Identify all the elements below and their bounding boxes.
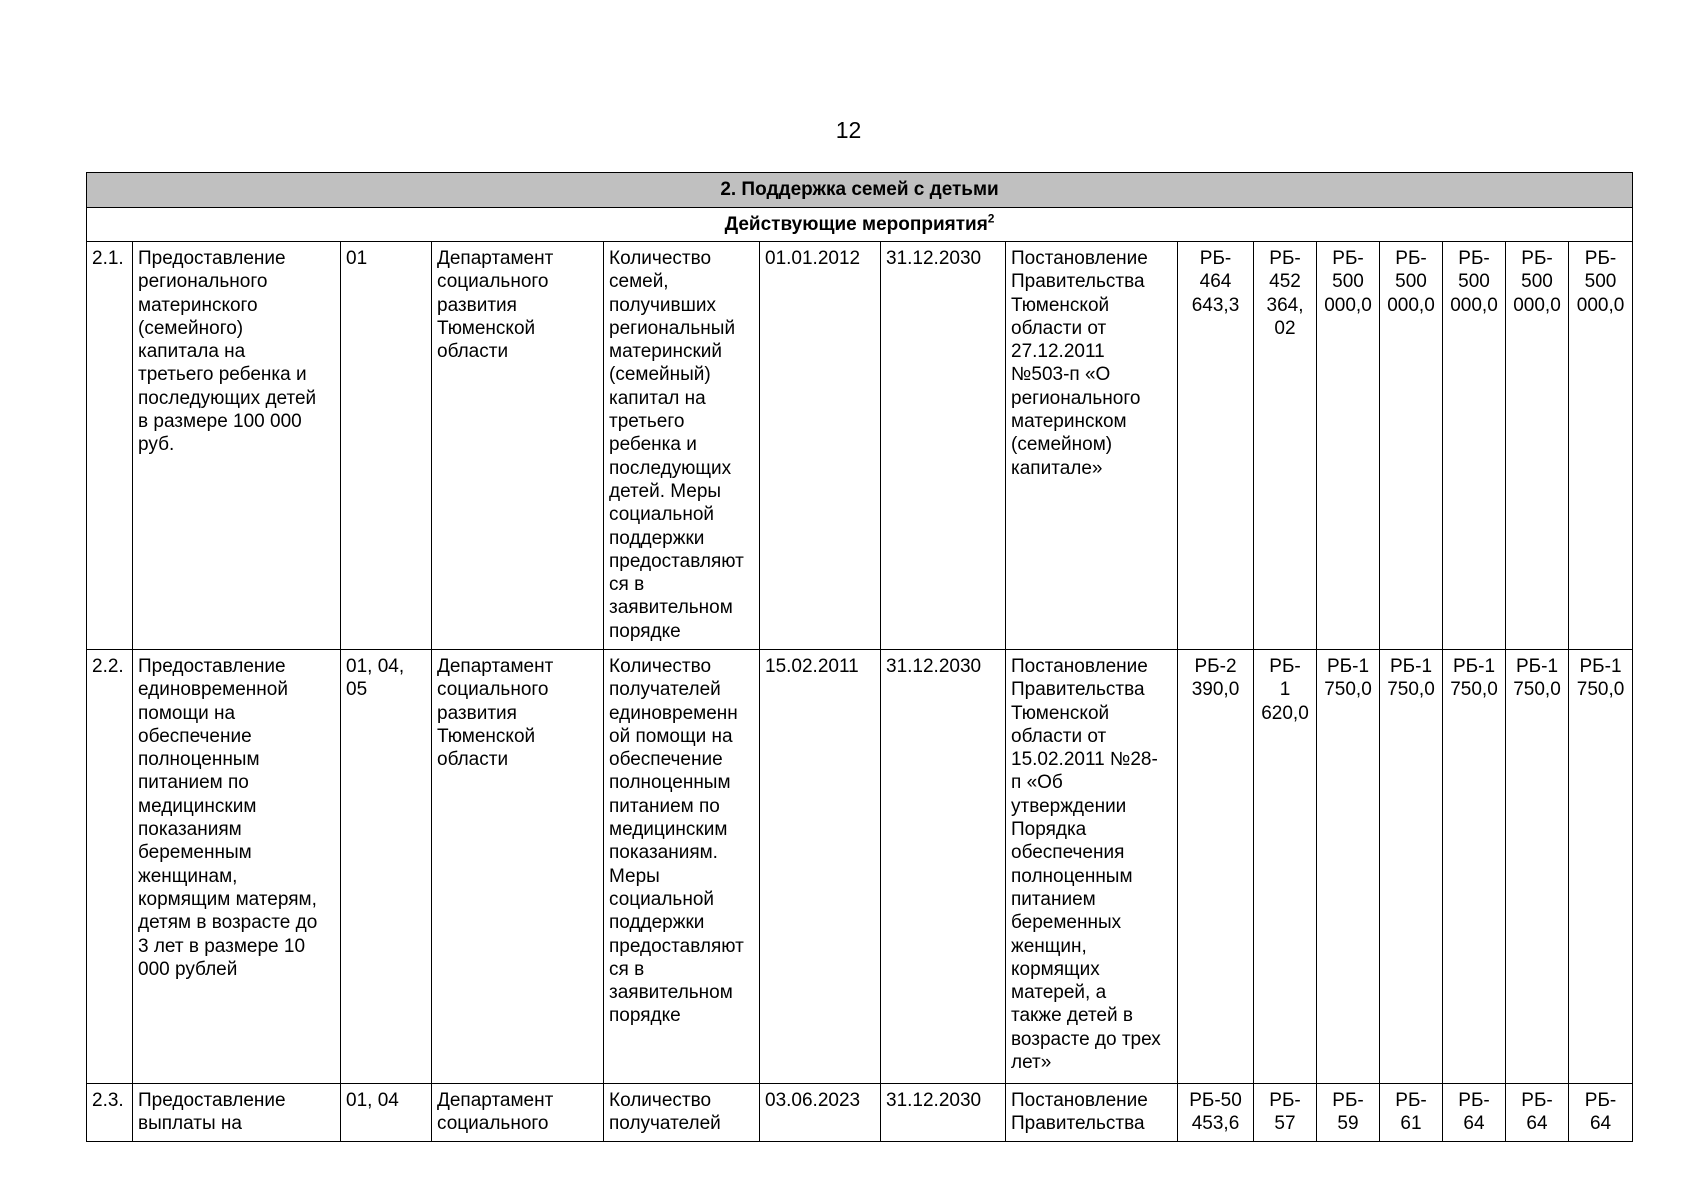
cell-line: 01.01.2012 bbox=[765, 248, 861, 269]
funding-year-4-cell bbox=[1380, 1084, 1443, 1142]
legal-document-cell bbox=[1006, 242, 1178, 650]
cell-line: руб. bbox=[138, 434, 175, 456]
cell-line: выплаты на bbox=[138, 1113, 242, 1135]
start-date-cell bbox=[760, 242, 881, 650]
cell-line: социального bbox=[437, 1113, 549, 1135]
cell-line: Количество bbox=[609, 248, 712, 269]
funding-year-6-cell bbox=[1506, 1084, 1569, 1142]
cell-line: 03.06.2023 bbox=[765, 1090, 861, 1111]
cell-line: 31.12.2030 bbox=[886, 656, 982, 677]
cell-line: третьего bbox=[609, 411, 685, 433]
cell-line: питанием по bbox=[138, 772, 249, 794]
cell-line: женщин, bbox=[1011, 935, 1087, 957]
cell-line: Предоставление bbox=[138, 1090, 286, 1111]
cell-line: Предоставление bbox=[138, 656, 286, 677]
cell-line: РБ- bbox=[1458, 1090, 1490, 1111]
cell-line: (семейный) bbox=[609, 364, 711, 386]
cell-line: 27.12.2011 bbox=[1011, 341, 1105, 363]
cell-line: 15.02.2011 bbox=[765, 656, 859, 677]
funding-year-5-cell bbox=[1443, 242, 1506, 650]
funding-year-6-cell bbox=[1506, 242, 1569, 650]
cell-line: 64 bbox=[1526, 1113, 1548, 1135]
cell-line: 750,0 bbox=[1450, 679, 1498, 701]
cell-line: 01 bbox=[346, 248, 368, 269]
cell-line: детей. Меры bbox=[609, 480, 722, 502]
row-number-cell bbox=[87, 1084, 133, 1142]
cell-line: утверждении bbox=[1011, 795, 1127, 817]
cell-line: предоставляют bbox=[609, 935, 744, 957]
task-code-cell bbox=[341, 650, 432, 1084]
cell-line: получивших bbox=[609, 294, 716, 316]
cell-line: 15.02.2011 №28- bbox=[1011, 749, 1158, 771]
cell-line: 31.12.2030 bbox=[886, 248, 982, 269]
cell-line: кормящим матерям, bbox=[138, 888, 317, 910]
table-row bbox=[87, 1084, 1633, 1142]
table-row bbox=[87, 242, 1633, 650]
cell-line: предоставляют bbox=[609, 550, 744, 572]
funding-year-2-cell bbox=[1254, 242, 1317, 650]
cell-line: РБ-1 bbox=[1452, 656, 1496, 677]
cell-line: Постановление bbox=[1011, 248, 1148, 269]
cell-line: 453,6 bbox=[1191, 1113, 1240, 1135]
cell-line: области bbox=[437, 749, 509, 771]
cell-line: РБ-2 bbox=[1194, 656, 1237, 677]
legal-document-cell bbox=[1006, 650, 1178, 1084]
cell-line: социальной bbox=[609, 504, 715, 526]
cell-line: заявительном bbox=[609, 982, 733, 1004]
funding-year-3-cell bbox=[1317, 1084, 1380, 1142]
cell-line: Тюменской bbox=[437, 317, 536, 339]
cell-line: порядке bbox=[609, 620, 681, 642]
cell-line: 643,3 bbox=[1191, 294, 1240, 316]
cell-line: области от bbox=[1011, 317, 1107, 339]
cell-line: 64 bbox=[1463, 1113, 1485, 1135]
cell-line: поддержки bbox=[609, 527, 705, 549]
indicator-cell bbox=[604, 1084, 760, 1142]
cell-line: помощи на bbox=[138, 702, 236, 724]
cell-line: 000,0 bbox=[1513, 294, 1561, 316]
cell-line: РБ- bbox=[1332, 248, 1364, 269]
cell-line: также детей в bbox=[1011, 1005, 1133, 1027]
cell-line: капитал на bbox=[609, 387, 706, 409]
cell-line: Тюменской bbox=[1011, 702, 1110, 724]
start-date-cell bbox=[760, 1084, 881, 1142]
cell-line: РБ- bbox=[1584, 248, 1617, 269]
funding-year-1-cell bbox=[1178, 650, 1254, 1084]
cell-line: Постановление bbox=[1011, 656, 1148, 677]
cell-line: беременных bbox=[1011, 912, 1122, 934]
cell-line: Тюменской bbox=[1011, 294, 1110, 316]
cell-line: (семейном) bbox=[1011, 434, 1113, 456]
cell-line: 01, 04 bbox=[346, 1090, 399, 1111]
cell-line: показаниям. bbox=[609, 842, 718, 864]
cell-line: 05 bbox=[346, 679, 368, 701]
cell-line: РБ-1 bbox=[1389, 656, 1433, 677]
cell-line: РБ-1 bbox=[1579, 656, 1622, 677]
cell-line: ся в bbox=[609, 958, 645, 980]
measure-name-cell bbox=[133, 242, 341, 650]
cell-line: семей, bbox=[609, 271, 669, 293]
funding-year-4-cell bbox=[1380, 650, 1443, 1084]
cell-line: 750,0 bbox=[1387, 679, 1435, 701]
cell-line: 3 лет в размере 10 bbox=[138, 935, 306, 957]
funding-year-1-cell bbox=[1178, 242, 1254, 650]
cell-line: 750,0 bbox=[1513, 679, 1561, 701]
funding-year-6-cell bbox=[1506, 650, 1569, 1084]
funding-year-7-cell bbox=[1569, 650, 1633, 1084]
executor-cell bbox=[432, 242, 604, 650]
cell-line: Тюменской bbox=[437, 725, 536, 747]
cell-line: п «Об bbox=[1011, 772, 1063, 794]
measure-name-cell bbox=[133, 650, 341, 1084]
cell-line: социальной bbox=[609, 888, 715, 910]
executor-cell bbox=[432, 650, 604, 1084]
cell-line: РБ- bbox=[1199, 248, 1232, 269]
cell-line: Предоставление bbox=[138, 248, 286, 269]
cell-line: материнского bbox=[138, 294, 258, 316]
page-number: 12 bbox=[835, 117, 862, 143]
cell-line: 02 bbox=[1274, 317, 1296, 339]
cell-line: области от bbox=[1011, 725, 1107, 747]
cell-line: 452 bbox=[1269, 271, 1301, 293]
cell-line: Департамент bbox=[437, 656, 554, 677]
cell-line: Департамент bbox=[437, 248, 554, 269]
cell-line: капитале» bbox=[1011, 457, 1103, 479]
table-row bbox=[87, 650, 1633, 1084]
cell-line: кормящих bbox=[1011, 958, 1100, 980]
cell-line: возрасте до трех bbox=[1011, 1028, 1161, 1050]
cell-line: поддержки bbox=[609, 912, 705, 934]
cell-line: беременным bbox=[138, 842, 252, 864]
cell-line: РБ-1 bbox=[1515, 656, 1559, 677]
cell-line: РБ- bbox=[1521, 248, 1553, 269]
cell-line: лет» bbox=[1011, 1052, 1052, 1074]
cell-line: порядке bbox=[609, 1005, 681, 1027]
cell-line: РБ- bbox=[1332, 1090, 1364, 1111]
cell-line: 750,0 bbox=[1576, 679, 1625, 701]
funding-year-3-cell bbox=[1317, 242, 1380, 650]
start-date-cell bbox=[760, 650, 881, 1084]
cell-line: 390,0 bbox=[1191, 679, 1240, 701]
cell-line: питанием по bbox=[609, 795, 720, 817]
cell-line: 500 bbox=[1584, 271, 1617, 293]
measure-name-cell bbox=[133, 1084, 341, 1142]
cell-line: получателей bbox=[609, 1113, 721, 1135]
cell-line: питанием bbox=[1011, 888, 1096, 910]
cell-line: регионального bbox=[1011, 387, 1141, 409]
cell-line: РБ- bbox=[1395, 248, 1427, 269]
cell-line: ой помощи на bbox=[609, 725, 733, 747]
cell-line: 2.3. bbox=[92, 1090, 124, 1111]
footnote-marker: 2 bbox=[987, 211, 995, 226]
cell-line: 364, bbox=[1266, 294, 1304, 316]
cell-line: 500 bbox=[1458, 271, 1490, 293]
cell-line: Правительства bbox=[1011, 1113, 1145, 1135]
cell-line: медицинским bbox=[609, 819, 728, 841]
cell-line: РБ- bbox=[1269, 248, 1301, 269]
funding-year-1-cell bbox=[1178, 1084, 1254, 1142]
cell-line: ребенка и bbox=[609, 434, 697, 456]
cell-line: Меры bbox=[609, 865, 660, 887]
cell-line: 59 bbox=[1337, 1113, 1359, 1135]
funding-year-5-cell bbox=[1443, 650, 1506, 1084]
end-date-cell bbox=[881, 242, 1006, 650]
cell-line: детям в возрасте до bbox=[138, 912, 318, 934]
cell-line: единовременн bbox=[609, 702, 738, 724]
cell-line: 57 bbox=[1274, 1113, 1296, 1135]
funding-year-5-cell bbox=[1443, 1084, 1506, 1142]
end-date-cell bbox=[881, 650, 1006, 1084]
cell-line: Количество bbox=[609, 1090, 712, 1111]
cell-line: 000 рублей bbox=[138, 958, 238, 980]
subsection-title-cell bbox=[87, 208, 1633, 242]
section-header-row bbox=[87, 173, 1633, 208]
cell-line: РБ- bbox=[1269, 656, 1301, 677]
cell-line: полноценным bbox=[609, 772, 731, 794]
cell-line: Правительства bbox=[1011, 679, 1145, 701]
cell-line: 61 bbox=[1400, 1113, 1422, 1135]
cell-line: 000,0 bbox=[1450, 294, 1498, 316]
cell-line: полноценным bbox=[138, 749, 260, 771]
funding-year-2-cell bbox=[1254, 650, 1317, 1084]
cell-line: 464 bbox=[1199, 271, 1232, 293]
end-date-cell bbox=[881, 1084, 1006, 1142]
measures-table bbox=[86, 172, 1633, 1142]
cell-line: социального bbox=[437, 679, 549, 701]
legal-document-cell bbox=[1006, 1084, 1178, 1142]
cell-line: РБ- bbox=[1521, 1090, 1553, 1111]
cell-line: Постановление bbox=[1011, 1090, 1148, 1111]
cell-line: 31.12.2030 bbox=[886, 1090, 982, 1111]
cell-line: обеспечение bbox=[609, 749, 723, 771]
cell-line: развития bbox=[437, 294, 517, 316]
cell-line: 500 bbox=[1395, 271, 1427, 293]
cell-line: РБ- bbox=[1584, 1090, 1617, 1111]
cell-line: 500 bbox=[1521, 271, 1553, 293]
cell-line: 000,0 bbox=[1576, 294, 1625, 316]
cell-line: 64 bbox=[1589, 1113, 1612, 1135]
cell-line: 1 bbox=[1279, 679, 1291, 701]
cell-line: 000,0 bbox=[1387, 294, 1435, 316]
cell-line: 500 bbox=[1332, 271, 1364, 293]
cell-line: капитала на bbox=[138, 341, 246, 363]
funding-year-3-cell bbox=[1317, 650, 1380, 1084]
cell-line: 000,0 bbox=[1324, 294, 1372, 316]
indicator-cell bbox=[604, 650, 760, 1084]
cell-line: 2.2. bbox=[92, 656, 124, 677]
cell-line: Порядка bbox=[1011, 819, 1087, 841]
cell-line: №503-п «О bbox=[1011, 364, 1111, 386]
cell-line: обеспечения bbox=[1011, 842, 1125, 864]
cell-line: Правительства bbox=[1011, 271, 1145, 293]
task-code-cell bbox=[341, 242, 432, 650]
cell-line: материнском bbox=[1011, 411, 1127, 433]
row-number-cell bbox=[87, 242, 133, 650]
section-title: 2. Поддержка семей с детьми bbox=[87, 173, 1633, 208]
cell-line: заявительном bbox=[609, 597, 733, 619]
cell-line: 750,0 bbox=[1324, 679, 1372, 701]
funding-year-7-cell bbox=[1569, 1084, 1633, 1142]
cell-line: развития bbox=[437, 702, 517, 724]
indicator-cell bbox=[604, 242, 760, 650]
cell-line: регионального bbox=[138, 271, 268, 293]
cell-line: РБ- bbox=[1458, 248, 1490, 269]
cell-line: медицинским bbox=[138, 795, 257, 817]
cell-line: единовременной bbox=[138, 679, 288, 701]
subsection-header-row bbox=[87, 208, 1633, 242]
cell-line: матерей, а bbox=[1011, 982, 1107, 1004]
cell-line: женщинам, bbox=[138, 865, 238, 887]
cell-line: последующих bbox=[609, 457, 732, 479]
cell-line: социального bbox=[437, 271, 549, 293]
cell-line: обеспечение bbox=[138, 725, 252, 747]
cell-line: полноценным bbox=[1011, 865, 1133, 887]
executor-cell bbox=[432, 1084, 604, 1142]
cell-line: области bbox=[437, 341, 509, 363]
cell-line: Количество bbox=[609, 656, 712, 677]
cell-line: (семейного) bbox=[138, 317, 244, 339]
cell-line: последующих детей bbox=[138, 387, 317, 409]
cell-line: получателей bbox=[609, 679, 721, 701]
task-code-cell bbox=[341, 1084, 432, 1142]
cell-line: третьего ребенка и bbox=[138, 364, 307, 386]
funding-year-4-cell bbox=[1380, 242, 1443, 650]
funding-year-7-cell bbox=[1569, 242, 1633, 650]
cell-line: РБ-50 bbox=[1189, 1090, 1242, 1111]
cell-line: показаниям bbox=[138, 819, 242, 841]
cell-line: 620,0 bbox=[1261, 702, 1309, 724]
cell-line: РБ-1 bbox=[1326, 656, 1370, 677]
cell-line: РБ- bbox=[1395, 1090, 1427, 1111]
cell-line: РБ- bbox=[1269, 1090, 1301, 1111]
cell-line: в размере 100 000 bbox=[138, 411, 302, 433]
cell-line: 2.1. bbox=[92, 248, 124, 269]
cell-line: Департамент bbox=[437, 1090, 554, 1111]
cell-line: 01, 04, bbox=[346, 656, 405, 677]
funding-year-2-cell bbox=[1254, 1084, 1317, 1142]
subsection-title: Действующие мероприятия bbox=[724, 213, 988, 235]
cell-line: материнский bbox=[609, 341, 722, 363]
cell-line: региональный bbox=[609, 317, 736, 339]
cell-line: ся в bbox=[609, 574, 645, 596]
row-number-cell bbox=[87, 650, 133, 1084]
